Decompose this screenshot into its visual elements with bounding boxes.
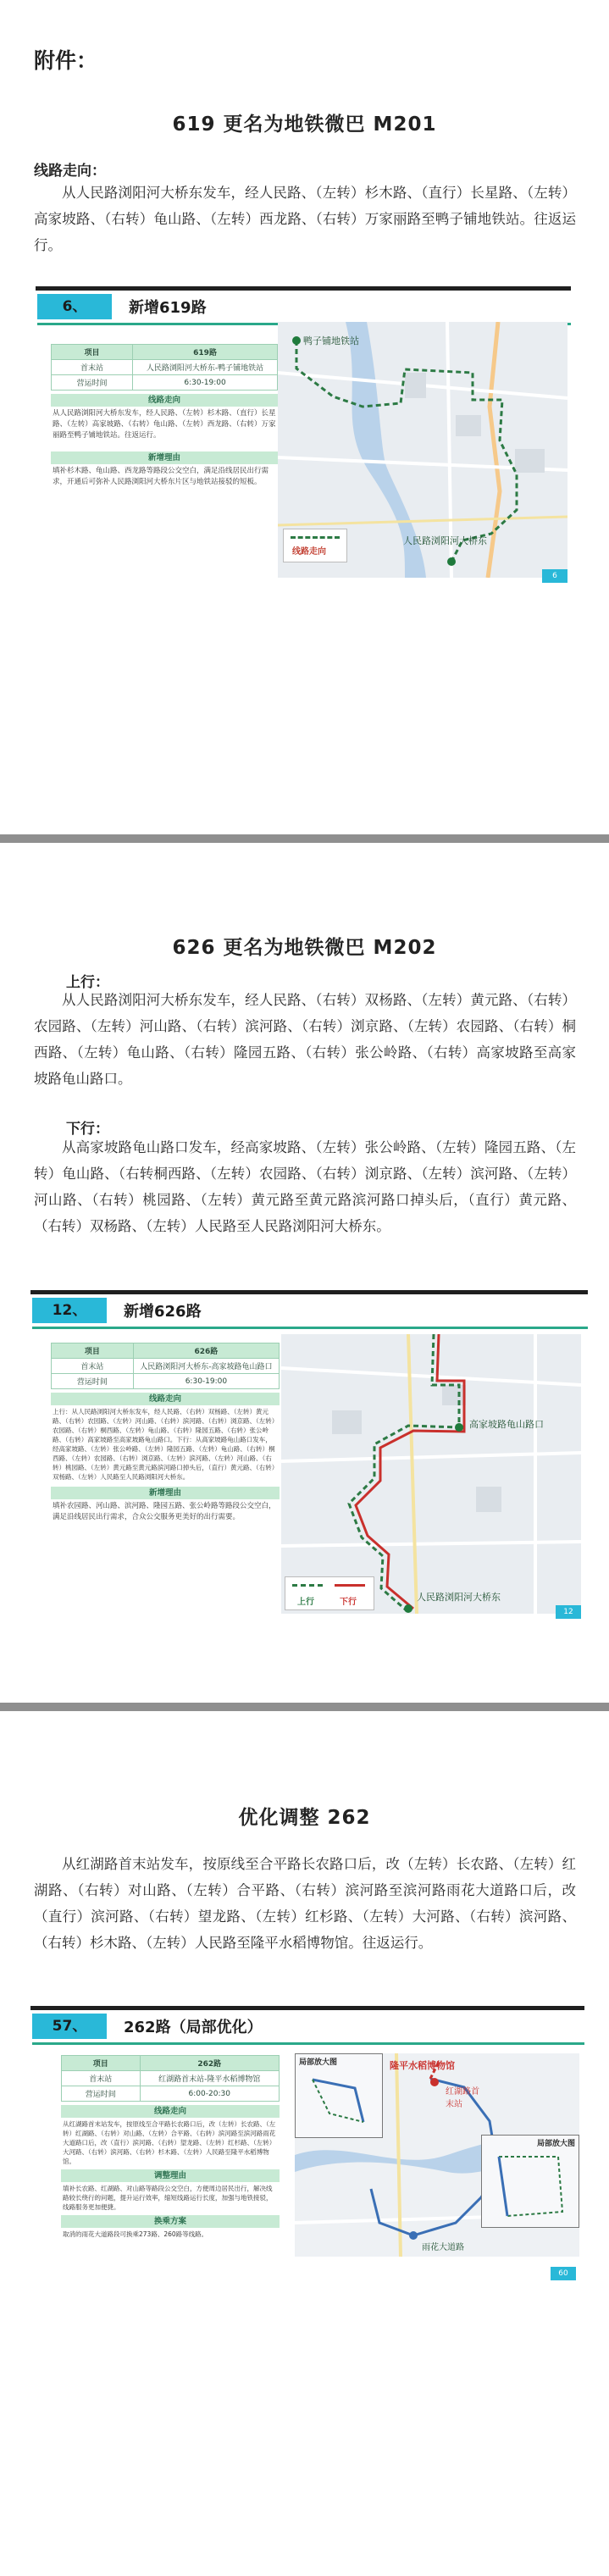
inset-right-label: 局部放大图	[536, 2140, 575, 2148]
route-info-table	[51, 1343, 280, 1389]
legend-line-up	[292, 1584, 323, 1587]
map-station-bottom: 雨花大道路	[422, 2243, 464, 2252]
section2-up-text: 从人民路浏阳河大桥东发车，经人民路、（右转）双杨路、（左转）黄元路、（右转）农园路、（左转）河山路、（右转）滨河路、（右转）浏京路、（左转）农园路、（右转）桐西路、（左转）龟山路、（右转）隆园五路、（右转）张公岭路、（右转）高家坡路至高家坡路龟山路口。	[34, 992, 576, 1087]
route-info-table	[61, 2055, 280, 2102]
slide-header	[36, 286, 571, 320]
table-cell: 营运时间	[52, 375, 133, 391]
inset-left-label: 局部放大图	[299, 2058, 338, 2067]
map-station-top: 鸭子铺地铁站	[303, 335, 359, 346]
route-info-panel	[51, 1343, 280, 1523]
map-inset-left	[295, 2053, 383, 2138]
slide-rule	[32, 2042, 584, 2045]
map-station-bottom: 人民路浏阳河大桥东	[417, 1592, 501, 1603]
slide-number: 6、	[37, 294, 112, 319]
table-header-cell: 项目	[52, 345, 133, 360]
table-cell: 人民路浏阳河大桥东-鸭子铺地铁站	[133, 360, 278, 375]
inset-graphic	[482, 2136, 579, 2229]
slide-header	[30, 2006, 584, 2040]
reason-detail: 填补农园路、河山路、滨河路、隆园五路、张公岭路等路段公交空白，满足沿线居民出行需求，合众公交服务更美好的出行需要。	[53, 1502, 276, 1521]
slide-page-number: 12	[556, 1605, 581, 1619]
route-619-slide	[36, 286, 571, 584]
table-cell: 人民路浏阳河大桥东-高家坡路龟山路口	[133, 1359, 279, 1374]
map-legend	[283, 529, 347, 562]
adjust-detail: 填补长农路、红湖路、对山路等路段公交空白，方便周边居民出行，解决线路较长绕行的问题，提升运行效率，缩短线路运行长度，加强与地铁接驳，线路服务更加便捷。	[63, 2185, 273, 2211]
section2-up-heading: 上行：	[66, 974, 109, 991]
route-detail: 从红湖路首末站发车，按原线至合平路长农路口后，改（左转）长农路、（左转）红湖路、（右转）对山路、（左转）合平路、（右转）滨河路至滨河路雨花大道路口后，改（直行）滨河路、（右转）望龙路、（左转）红杉路、（左转）大河路、（右转）滨河路、（右转）杉木路、（左转）人民路至隆平水稻博物馆。	[63, 2120, 276, 2165]
section1-title: 619 更名为地铁微巴 M201	[172, 114, 437, 136]
route-info-panel	[61, 2055, 280, 2239]
band-route: 线路走向	[51, 394, 278, 407]
legend-line-down	[335, 1584, 365, 1587]
table-cell: 营运时间	[62, 2086, 141, 2102]
slide-rule	[32, 1327, 588, 1329]
section1-route-text: 从人民路浏阳河大桥东发车，经人民路、（左转）杉木路、（直行）长星路、（左转）高家坡路、（右转）龟山路、（左转）西龙路、（右转）万家丽路至鸭子铺地铁站。往返运行。	[34, 185, 576, 253]
route-info-panel	[51, 344, 278, 488]
route-map-graphic	[281, 1334, 581, 1614]
legend-label: 线路走向	[292, 547, 326, 557]
table-cell: 首末站	[62, 2071, 141, 2086]
slide-page-number: 60	[551, 2267, 576, 2280]
table-header-cell: 262路	[140, 2056, 279, 2071]
slide-number: 12、	[32, 1298, 107, 1323]
slide-name: 262路（局部优化）	[124, 2019, 263, 2036]
route-map	[295, 2053, 579, 2257]
route-map	[278, 322, 567, 578]
table-header-cell: 619路	[133, 345, 278, 360]
route-map	[281, 1334, 581, 1614]
map-station-red: 红湖路首末站	[446, 2087, 479, 2109]
slide-header	[30, 1290, 588, 1324]
table-row	[62, 2071, 280, 2086]
section-divider	[0, 834, 609, 843]
table-cell: 首末站	[52, 360, 133, 375]
slide-page-number: 6	[542, 569, 567, 583]
route-info-table	[51, 344, 278, 391]
table-header-cell: 626路	[133, 1343, 279, 1359]
table-header-cell: 项目	[62, 2056, 141, 2071]
table-cell: 首末站	[52, 1359, 134, 1374]
route-626-slide	[30, 1290, 588, 1622]
table-row	[52, 1374, 280, 1389]
table-row	[62, 2086, 280, 2102]
band-route: 线路走向	[61, 2105, 280, 2118]
band-reason: 新增理由	[51, 1487, 280, 1499]
section2-down-text: 从高家坡路龟山路口发车，经高家坡路、（左转）张公岭路、（左转）隆园五路、（左转）龟山路、（右转桐西路、（左转）农园路、（右转）浏京路、（左转）滨河路、（左转）河山路、（右转）桃园路、（左转）黄元路至黄元路滨河路口掉头后，（直行）黄元路、（右转）双杨路、（左转）人民路至人民路浏阳河大桥东。	[34, 1139, 576, 1234]
table-row	[52, 375, 278, 391]
table-cell: 6:00-20:30	[140, 2086, 279, 2102]
section-divider	[0, 1703, 609, 1711]
reason-detail: 填补杉木路、龟山路、西龙路等路段公交空白，满足沿线居民出行需求，开通后可弥补人民路浏阳河大桥东片区与地铁站接驳的短板。	[53, 467, 269, 486]
slide-name: 新增626路	[124, 1303, 202, 1321]
section2-title: 626 更名为地铁微巴 M202	[172, 937, 437, 959]
band-adjust: 调整理由	[61, 2169, 280, 2182]
legend-line	[291, 536, 340, 539]
route-detail: 从人民路浏阳河大桥东发车，经人民路、（左转）杉木路、（直行）长星路、（左转）高家坡路、（右转）龟山路、（左转）西龙路、（右转）万家丽路至鸭子铺地铁站。往返运行。	[53, 409, 276, 440]
table-cell: 营运时间	[52, 1374, 134, 1389]
table-row	[52, 360, 278, 375]
route-262-slide	[30, 2006, 584, 2296]
legend-label-up: 上行	[297, 1598, 314, 1607]
map-legend	[285, 1576, 374, 1610]
band-plan: 换乘方案	[61, 2215, 280, 2228]
attachment-label: 附件：	[34, 48, 98, 73]
legend-label-down: 下行	[340, 1598, 357, 1607]
table-header-cell: 项目	[52, 1343, 134, 1359]
slide-name: 新增619路	[129, 299, 207, 317]
section3-route-text: 从红湖路首末站发车，按原线至合平路长农路口后，改（左转）长农路、（左转）红湖路、（右转）对山路、（左转）合平路、（右转）滨河路至滨河路雨花大道路口后，改（直行）滨河路、（右转）望龙路、（左转）红杉路、（左转）大河路、（右转）滨河路、（右转）杉木路、（左转）人民路至隆平水稻博物馆。往返运行。	[34, 1856, 576, 1951]
map-station-top: 隆平水稻博物馆	[390, 2060, 455, 2071]
plan-detail: 取消的雨花大道路段可换乘273路、260路等线路。	[63, 2230, 208, 2238]
table-cell: 6:30-19:00	[133, 1374, 279, 1389]
table-row	[52, 1359, 280, 1374]
table-cell: 红湖路首末站-隆平水稻博物馆	[140, 2071, 279, 2086]
map-station-bottom: 人民路浏阳河大桥东	[403, 535, 487, 546]
section2-down-heading: 下行：	[66, 1121, 109, 1138]
route-detail: 上行：从人民路浏阳河大桥东发车，经人民路、（右转）双杨路、（左转）黄元路、（右转）农园路、（左转）河山路、（右转）滨河路、（右转）浏京路、（左转）农园路、（右转）桐西路、（左转）龟山路、（右转）隆园五路、（右转）张公岭路、（右转）高家坡路至高家坡路龟山路口。下行：从高家坡路龟山路口发车，经高家坡路、（左转）张公岭路、（左转）隆园五路、（左转）龟山路、（右转）桐西路、（左转）农园路、（右转）浏京路、（左转）滨河路、（左转）河山路、（右转）桃园路、（左转）黄元路至黄元路滨河路口掉头后，（直行）黄元路、（右转）双杨路、（左转）人民路至人民路浏阳河大桥东。	[53, 1408, 275, 1481]
slide-number: 57、	[32, 2014, 107, 2039]
map-inset-right	[481, 2135, 579, 2228]
section1-route-heading: 线路走向：	[34, 163, 106, 180]
map-station-top: 高家坡路龟山路口	[469, 1419, 544, 1430]
inset-graphic	[296, 2054, 384, 2139]
table-cell: 6:30-19:00	[133, 375, 278, 391]
section3-title: 优化调整 262	[238, 1807, 371, 1829]
band-route: 线路走向	[51, 1393, 280, 1405]
band-reason: 新增理由	[51, 451, 278, 464]
